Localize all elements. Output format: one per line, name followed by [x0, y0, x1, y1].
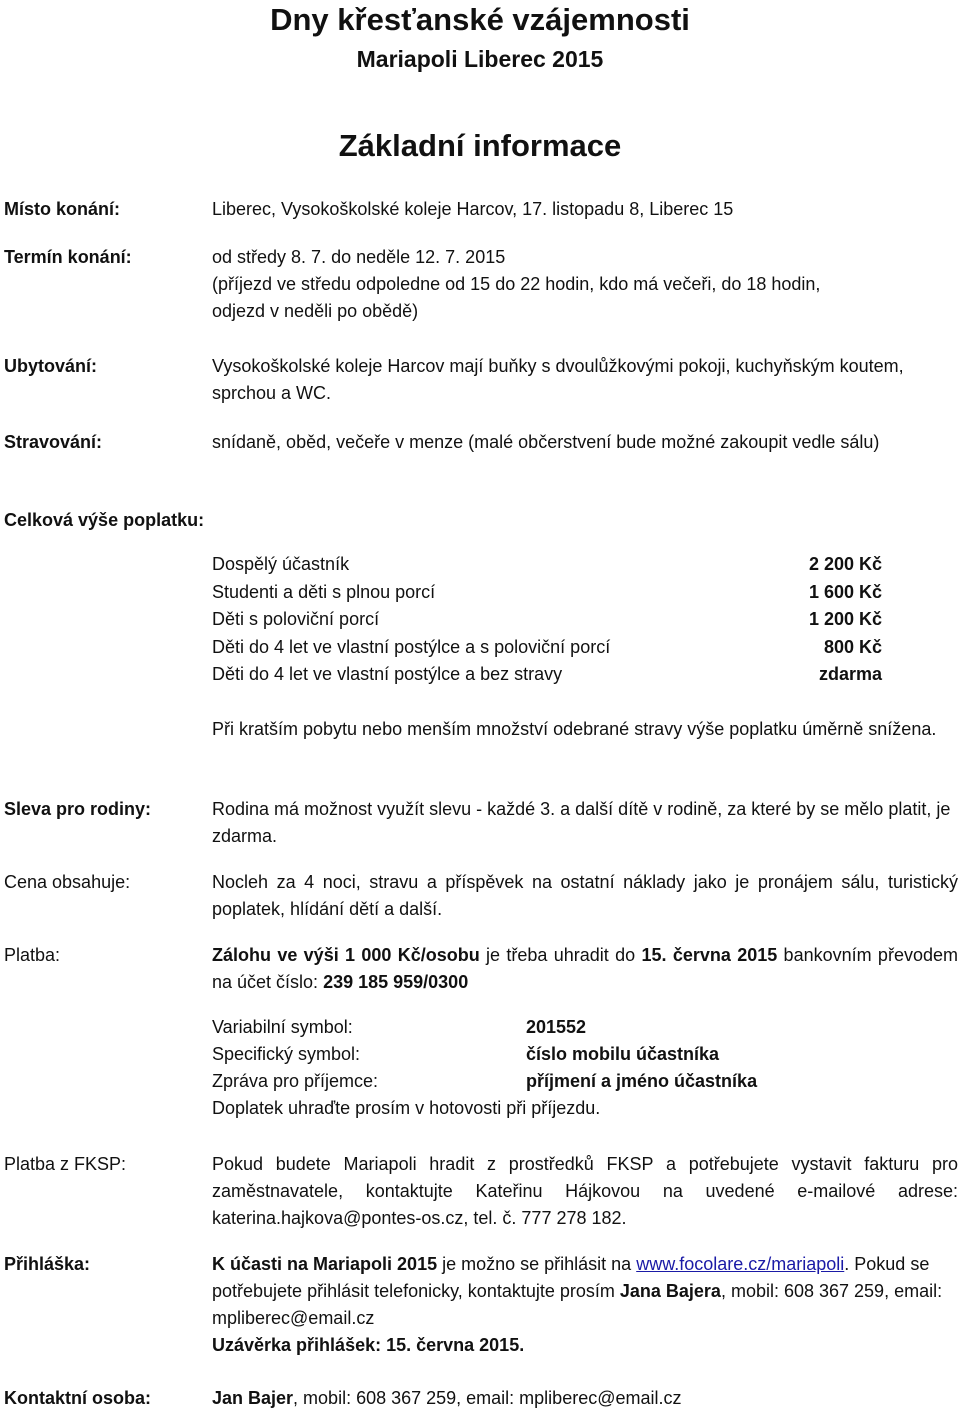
fees-note: Při kratším pobytu nebo menším množství odebrané stravy výše poplatku úměrně snížena.	[212, 719, 937, 739]
payment-detail	[212, 1068, 958, 1095]
document-title: Dny křesťanské vzájemnosti	[270, 2, 690, 37]
fksp-value: Pokud budete Mariapoli hradit z prostředků FKSP a potřebujete vystavit fakturu pro zaměstnavatele, kontaktujte Kateřinu Hájkovou na uvedené e-mailové adrese: katerina.hajkova@pontes-os.cz, tel. č. 777 278 182.	[212, 1154, 958, 1228]
payment-extra: Doplatek uhraďte prosím v hotovosti při příjezdu.	[212, 1098, 601, 1118]
payment-mid: je třeba uhradit do	[479, 945, 642, 965]
payment-detail-key: Zpráva pro příjemce:	[212, 1071, 379, 1091]
registration-closing: Uzávěrka přihlášek: 15. června 2015.	[212, 1335, 525, 1355]
fee-price: 1 200 Kč	[808, 609, 882, 629]
fksp-label: Platba z FKSP:	[4, 1154, 127, 1174]
discount-value: Rodina má možnost využít slevu - každé 3. a další dítě v rodině, za které by se mělo platit, je zdarma.	[212, 799, 951, 846]
registration-link[interactable]: www.focolare.cz/mariapoli	[636, 1254, 845, 1274]
payment-details	[212, 1014, 958, 1122]
accommodation-value: Vysokoškolské koleje Harcov mají buňky s dvoulůžkovými pokoji, kuchyňským koutem, sprchou a WC.	[212, 356, 904, 403]
registration-mid: je možno se přihlásit na	[437, 1254, 637, 1274]
fees-label: Celková výše poplatku:	[4, 510, 205, 530]
section-title: Základní informace	[338, 128, 622, 163]
meals-value: snídaně, oběd, večeře v menze (malé občerstvení bude možné zakoupit vedle sálu)	[212, 432, 880, 452]
fee-price: 1 600 Kč	[808, 581, 882, 602]
meals-label: Stravování:	[4, 432, 103, 452]
registration-label: Přihláška:	[4, 1254, 91, 1274]
fee-price: 2 200 Kč	[808, 554, 882, 574]
payment-after: bankovním převodem na účet číslo:	[212, 945, 958, 992]
fee-name: Děti do 4 let ve vlastní postýlce a bez stravy	[212, 664, 563, 684]
contact-name: Jan Bajer	[212, 1388, 294, 1408]
dates-line-3: odjezd v neděli po obědě)	[212, 301, 419, 321]
fee-name: Dospělý účastník	[212, 554, 350, 574]
registration-after-link: . Pokud se potřebujete přihlásit telefonicky, kontaktujte prosím	[212, 1254, 930, 1301]
payment-detail-value: číslo mobilu účastníka	[526, 1044, 720, 1064]
payment-detail-value: příjmení a jméno účastníka	[526, 1071, 758, 1091]
payment-account: 239 185 959/0300	[323, 972, 469, 992]
contact-value	[212, 1385, 958, 1412]
fee-name: Děti do 4 let ve vlastní postýlce a s poloviční porcí	[212, 636, 611, 657]
dates-value	[212, 244, 958, 325]
fee-item	[212, 579, 882, 607]
registration-contact-rest: , mobil: 608 367 259, email: mpliberec@email.cz	[212, 1281, 943, 1328]
discount-label: Sleva pro rodiny:	[4, 799, 152, 819]
accommodation-label: Ubytování:	[4, 356, 98, 376]
registration-value	[212, 1251, 958, 1359]
contact-rest: , mobil: 608 367 259, email: mpliberec@email.cz	[293, 1388, 682, 1408]
venue-value: Liberec, Vysokoškolské koleje Harcov, 17. listopadu 8, Liberec 15	[212, 199, 734, 219]
document-subtitle: Mariapoli Liberec 2015	[356, 46, 604, 72]
includes-value: Nocleh za 4 noci, stravu a příspěvek na ostatní náklady jako je pronájem sálu, turistický poplatek, hlídání dětí a další.	[212, 872, 958, 919]
payment-detail	[212, 1041, 958, 1068]
dates-line-2: (příjezd ve středu odpoledne od 15 do 22 hodin, kdo má večeři, do 18 hodin,	[212, 274, 821, 294]
payment-value	[212, 942, 958, 996]
dates-label: Termín konání:	[4, 247, 132, 267]
payment-deadline: 15. června 2015	[641, 945, 778, 965]
payment-detail-key: Variabilní symbol:	[212, 1017, 353, 1037]
fee-item	[212, 634, 882, 662]
fee-item	[212, 551, 882, 579]
dates-line-1: od středy 8. 7. do neděle 12. 7. 2015	[212, 247, 506, 267]
fee-item	[212, 606, 882, 634]
fee-name: Studenti a děti s plnou porcí	[212, 581, 436, 602]
fee-price: 800 Kč	[823, 636, 882, 657]
contact-label: Kontaktní osoba:	[4, 1388, 151, 1408]
payment-detail-key: Specifický symbol:	[212, 1044, 361, 1064]
payment-label: Platba:	[4, 945, 61, 965]
registration-lead: K účasti na Mariapoli 2015	[212, 1254, 438, 1274]
payment-detail-value: 201552	[526, 1017, 587, 1037]
includes-label: Cena obsahuje:	[4, 872, 131, 892]
fees-table	[212, 551, 882, 689]
payment-deposit: Zálohu ve výši 1 000 Kč/osobu	[212, 945, 480, 965]
fee-name: Děti s poloviční porcí	[212, 609, 380, 629]
fee-item	[212, 661, 882, 689]
payment-detail	[212, 1014, 958, 1041]
fee-price: zdarma	[818, 664, 882, 684]
venue-label: Místo konání:	[4, 199, 120, 219]
registration-contact-name: Jana Bajera	[619, 1281, 721, 1301]
